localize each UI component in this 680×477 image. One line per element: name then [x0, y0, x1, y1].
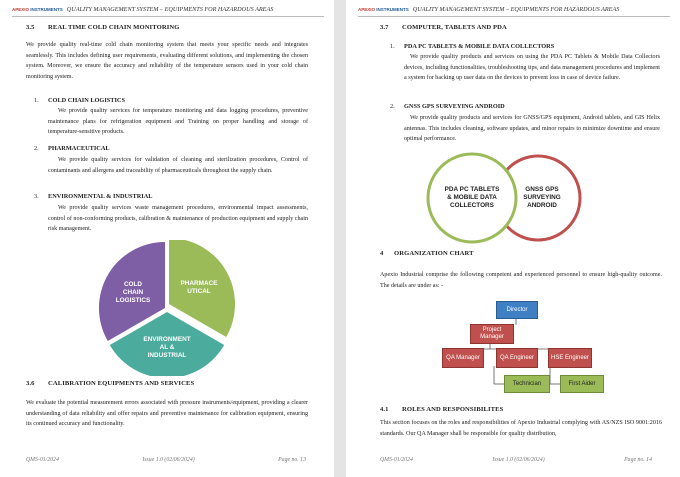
- section-3-5-paragraph: We provide quality real-time cold chain monitoring system that meets your specific needs and integrates seamlessly. This includes defining user requirements, evaluating different solutions, and implementing the chosen system. Moreover, we ensure the accuracy and reliability of the temperature sensors used in your cold chain monitoring system.: [26, 42, 308, 80]
- org-technician: Technician: [504, 375, 550, 393]
- section-heading-4-1: 4.1 ROLES AND RESPONSIBILITES: [380, 406, 504, 413]
- pie-label-pharma-1: PHARMACE: [180, 280, 218, 287]
- header-title: QUALITY MANAGEMENT SYSTEM – EQUIPMENTS FOR HAZARDOUS AREAS: [412, 5, 620, 13]
- item-environmental-text: We provide quality services waste management procedures, environmental impact assessments, control of non-conforming products, calibration & maintenance of production equipment and supply chain risk management.: [48, 205, 308, 232]
- footer-issue: Issue 1.0 (02/06/2024): [142, 457, 195, 463]
- header-title: QUALITY MANAGEMENT SYSTEM – EQUIPMENTS FOR HAZARDOUS AREAS: [66, 5, 274, 13]
- footer-doc-code: QMS-01/2024: [26, 457, 59, 463]
- company-logo: APEXIO INSTRUMENTS: [358, 6, 409, 12]
- section-4-paragraph: Apexio Industrial comprise the following competent and experienced personnel to ensure high-quality outcome. The details are under as: -: [380, 272, 662, 289]
- section-heading-3-7: 3.7 COMPUTER, TABLETS AND PDA: [380, 24, 507, 31]
- device-categories-diagram: [396, 152, 606, 246]
- item-cold-chain-text: We provide quality services for temperature monitoring and data logging procedures, preventive maintenance plans for refrigeration equipment and Training on proper handling and storage of temperature-sensitive products.: [48, 108, 308, 135]
- page-footer: [26, 457, 306, 463]
- pie-label-env-3: INDUSTRIAL: [147, 352, 187, 359]
- org-director: Director: [496, 301, 538, 319]
- section-heading-4: 4 ORGANIZATION CHART: [380, 250, 474, 257]
- pie-label-pharma-2: UTICAL: [187, 288, 211, 295]
- item-pharmaceutical-heading: 2. PHARMACEUTICAL: [34, 145, 110, 152]
- org-project-manager: Project Manager: [470, 324, 514, 344]
- section-heading-3-6: 3.6 CALIBRATION EQUIPMENTS AND SERVICES: [26, 380, 195, 387]
- pie-label-cold-1: COLD: [123, 281, 143, 288]
- org-first-aider: First Aider: [560, 375, 604, 393]
- pie-label-env-1: ENVIRONMENT: [143, 336, 191, 343]
- venn-right-2: SURVEYING: [523, 194, 561, 201]
- venn-left-2: & MOBILE DATA: [447, 194, 497, 201]
- org-hse-engineer: HSE Engineer: [548, 348, 592, 368]
- page-13: [0, 0, 334, 477]
- item-pda-heading: 1. PDA PC TABLETS & MOBILE DATA COLLECTORS: [390, 43, 555, 50]
- venn-right-3: ANDROID: [527, 202, 557, 209]
- footer-issue: Issue 1.0 (02/06/2024): [492, 457, 545, 463]
- pie-label-env-2: AL &: [159, 344, 175, 351]
- pie-label-cold-3: LOGISTICS: [115, 297, 151, 304]
- item-gnss-text: We provide quality products and services for GNSS/GPS equipment, Android tablets, and GIS Helix antennas. This includes cleaning, software updates, and minor repairs to minimize downtime and ensure optimal performance.: [404, 115, 660, 142]
- section-4-1-paragraph: This section focuses on the roles and responsibilities of Apexio Industrial complying with AS/NZS ISO 9001:2016 standards. Our QA Manager shall be responsible for quality distribution,: [380, 420, 662, 437]
- footer-doc-code: QMS-01/2024: [380, 457, 413, 463]
- footer-page-number: Page no. 13: [278, 457, 306, 463]
- org-qa-manager: QA Manager: [442, 348, 484, 368]
- services-pie-chart: [95, 240, 235, 376]
- org-qa-engineer: QA Engineer: [496, 348, 538, 368]
- venn-left-3: COLLECTORS: [450, 202, 494, 209]
- venn-right-1: GNSS GPS: [525, 186, 559, 193]
- item-gnss-heading: 2. GNSS GPS SURVEYING ANDROID: [390, 103, 505, 110]
- item-pda-text: We provide quality products and services on using the PDA PC Tablets & Mobile Data Collectors devices, including functionalities, troubleshooting tips, and data management procedures and implement a system for backing up user data on the devices to prevent loss in case of device failure.: [404, 54, 660, 81]
- page-footer: [380, 457, 652, 463]
- venn-left-1: PDA PC TABLETS: [444, 186, 500, 193]
- item-pharmaceutical-text: We provide quality services for validation of cleaning and sterilization procedures, Control of contaminants and allergens and traceability of pharmaceuticals throughout the supply chain.: [48, 157, 308, 174]
- section-heading-3-5: 3.5 REAL TIME COLD CHAIN MONITORING: [26, 24, 180, 31]
- page-14: [346, 0, 680, 477]
- item-environmental-heading: 3. ENVIRONMENTAL & INDUSTRIAL: [34, 193, 153, 200]
- page-header: [358, 2, 670, 17]
- item-cold-chain-heading: 1. COLD CHAIN LOGISTICS: [34, 97, 125, 104]
- pie-label-cold-2: CHAIN: [122, 289, 144, 296]
- section-3-6-paragraph: We evaluate the potential measurement errors associated with pressure instruments/equipment, providing a clearer understanding of data reliability and offer repairs and preventive maintenance for calibration equipment, ensuring its continued accuracy and functionality.: [26, 400, 308, 427]
- company-logo: APEXIO INSTRUMENTS: [12, 6, 63, 12]
- footer-page-number: Page no. 14: [624, 457, 652, 463]
- page-header: [12, 2, 324, 17]
